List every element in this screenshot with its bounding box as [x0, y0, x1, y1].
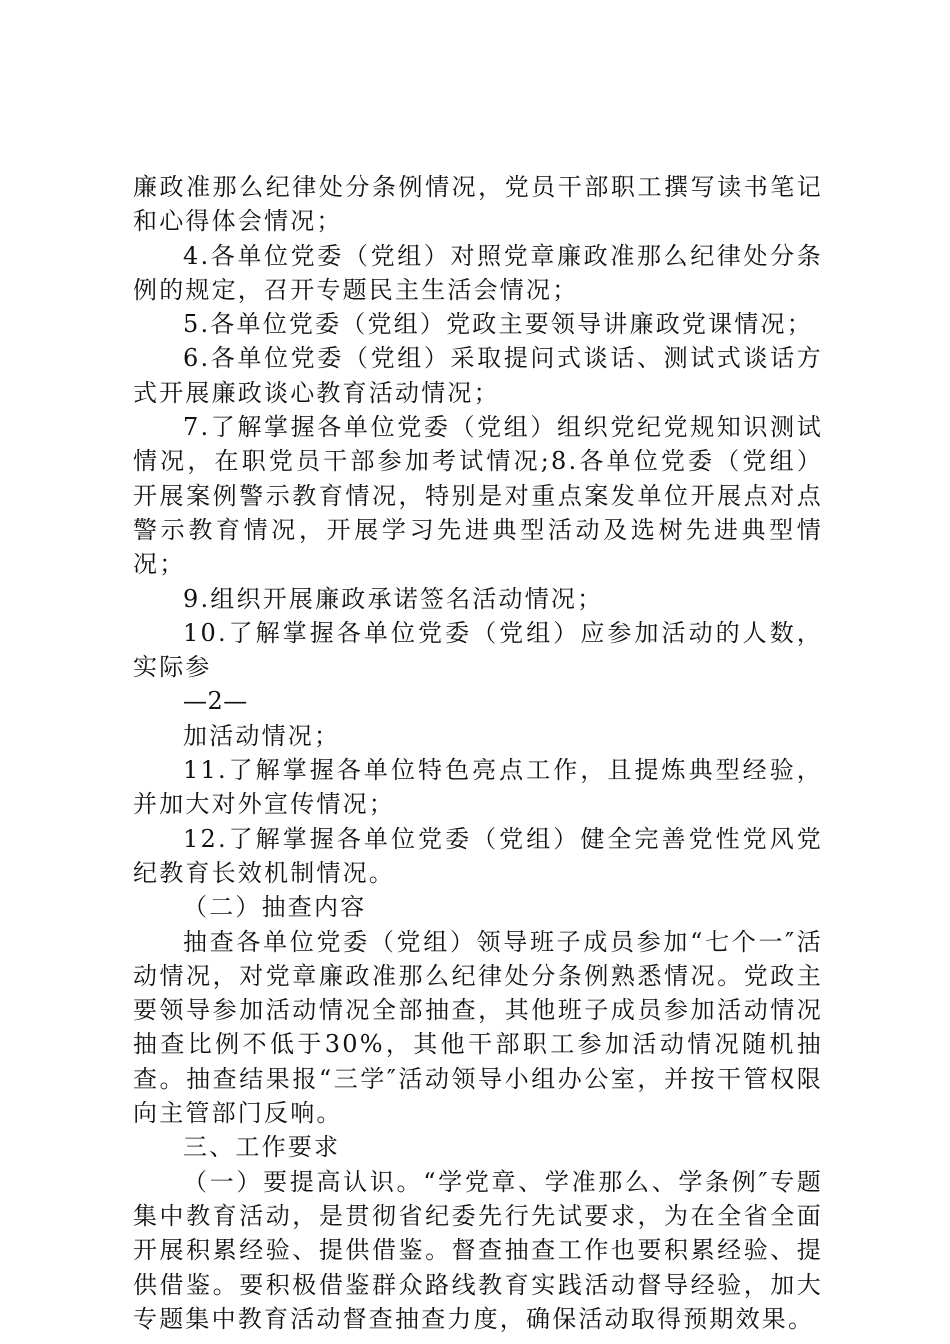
paragraph-item-11: 11.了解掌握各单位特色亮点工作，且提炼典型经验，并加大对外宣传情况；: [133, 756, 823, 819]
paragraph-continued: 廉政准那么纪律处分条例情况，党员干部职工撰写读书笔记和心得体会情况；: [133, 173, 823, 236]
paragraph-item-6: 6.各单位党委（党组）采取提问式谈话、测试式谈话方式开展廉政谈心教育活动情况；: [133, 344, 823, 407]
paragraph-requirement-1: （一）要提高认识。“学党章、学准那么、学条例″专题集中教育活动，是贯彻省纪委先行先试要求，为在全省全面开展积累经验、提供借鉴。督查抽查工作也要积累经验、提供借鉴。要积极借鉴群众路线教育实践活动督导经验，加大专题集中教育活动督查抽查力度，确保活动取得预期效果。: [133, 1167, 823, 1333]
paragraph-item-4: 4.各单位党委（党组）对照党章廉政准那么纪律处分条例的规定，召开专题民主生活会情况；: [133, 241, 823, 304]
paragraph-item-10: 10.了解掌握各单位党委（党组）应参加活动的人数，实际参: [133, 618, 823, 682]
document-page: [133, 170, 823, 1336]
paragraph-item-10-continued: 加活动情况；: [183, 721, 341, 750]
section-heading-spot-check: （二）抽查内容: [183, 893, 367, 922]
paragraph-item-5: 5.各单位党委（党组）党政主要领导讲廉政党课情况；: [183, 310, 813, 339]
section-heading-work-requirements: 三、工作要求: [183, 1133, 341, 1162]
paragraph-item-9: 9.组织开展廉政承诺签名活动情况；: [183, 584, 604, 613]
paragraph-item-7-8: 7.了解掌握各单位党委（党组）组织党纪党规知识测试情况，在职党员干部参加考试情况;8.各单位党委（党组）开展案例警示教育情况，特别是对重点案发单位开展点对点警示教育情况，开展学习先进典型活动及选树先进典型情况；: [133, 413, 823, 579]
paragraph-item-12: 12.了解掌握各单位党委（党组）健全完善党性党风党纪教育长效机制情况。: [133, 824, 823, 887]
page-number: —2—: [183, 687, 248, 716]
paragraph-spot-check: 抽查各单位党委（党组）领导班子成员参加“七个一″活动情况，对党章廉政准那么纪律处分条例熟悉情况。党政主要领导参加活动情况全部抽查，其他班子成员参加活动情况抽查比例不低于30%，其他干部职工参加活动情况随机抽查。抽查结果报“三学″活动领导小组办公室，并按干管权限向主管部门反响。: [133, 927, 823, 1128]
